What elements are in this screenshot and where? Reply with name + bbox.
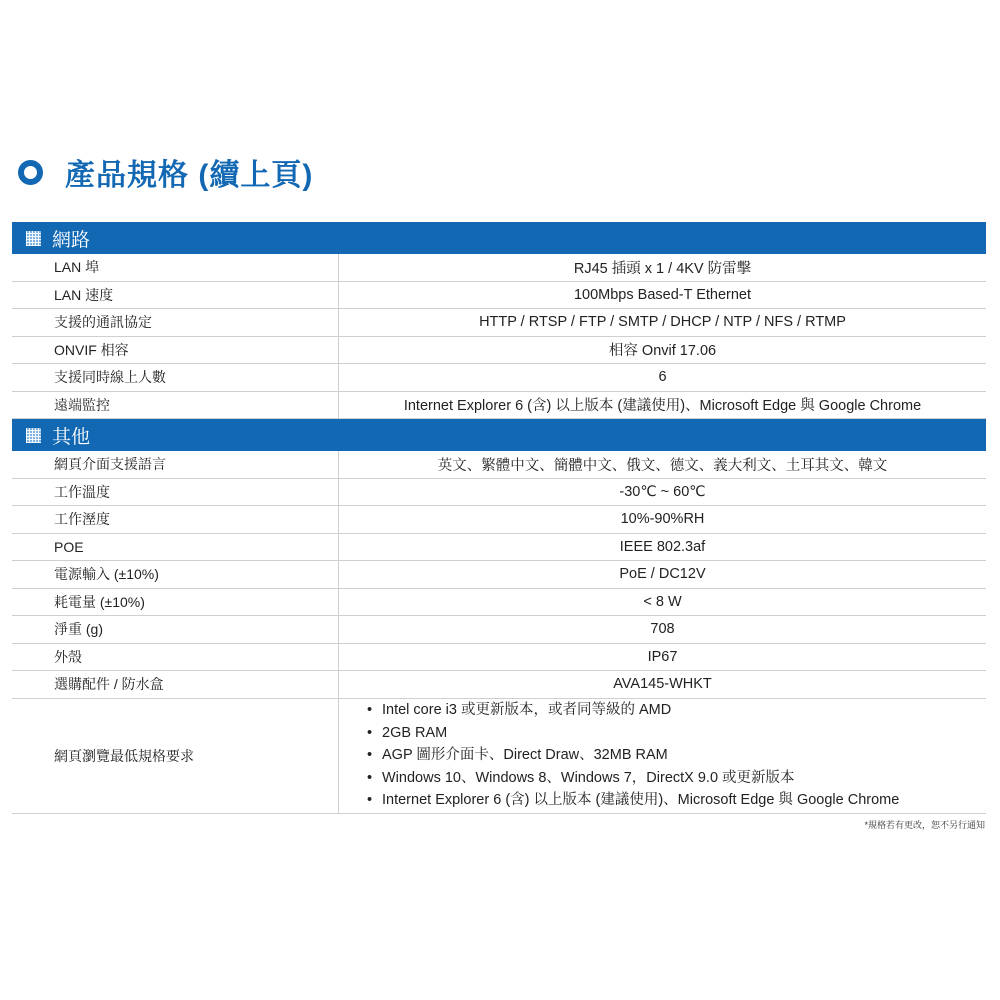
row-value: IEEE 802.3af [619,538,706,555]
page-title: 產品規格 (續上頁) [65,159,314,192]
row-value: AVA145-WHKT [613,676,712,693]
list-item: • Internet Explorer 6 (含) 以上版本 (建議使用)、Microsoft Edge 與 Google Chrome [367,789,899,812]
row-value: 100Mbps Based-T Ethernet [573,286,752,303]
page-title-block [18,150,313,194]
row-value: 英文、繁體中文、簡體中文、俄文、德文、義大利文、土耳其文、韓文 [437,457,888,474]
spec-table [12,222,986,814]
row-label: 淨重 (g) [12,616,339,643]
table-row [12,589,986,617]
table-row [12,561,986,589]
section-title: 網路 [52,229,91,251]
table-row [12,364,986,392]
row-value: HTTP / RTSP / FTP / SMTP / DHCP / NTP / NFS / RTMP [479,314,846,331]
table-row [12,451,986,479]
list-item: • Intel core i3 或更新版本，或者同等級的 AMD [367,699,899,722]
row-value: Internet Explorer 6 (含) 以上版本 (建議使用)、Microsoft Edge 與 Google Chrome [403,398,922,415]
row-label: 電源輸入 (±10%) [12,561,339,588]
row-label: ONVIF 相容 [12,337,339,364]
table-row [12,534,986,562]
table-row [12,392,986,420]
row-label: 工作溫度 [12,479,339,506]
table-row [12,616,986,644]
list-item: • 2GB RAM [367,722,899,745]
table-row [12,479,986,507]
table-row [12,282,986,310]
table-row-requirements [12,699,986,814]
row-value: IP67 [647,648,678,665]
row-label: 遠端監控 [12,392,339,419]
row-value: RJ45 插頭 x 1 / 4KV 防雷擊 [573,260,752,277]
row-label: 工作溼度 [12,506,339,533]
table-row [12,337,986,365]
table-row [12,671,986,699]
requirements-list [339,699,899,812]
row-label: 網頁介面支援語言 [12,451,339,478]
row-label: 支援同時線上人數 [12,364,339,391]
footnote: *規格若有更改，恕不另行通知 [864,820,985,830]
row-value: < 8 W [643,593,682,610]
row-value: 相容 Onvif 17.06 [608,343,717,360]
row-label: 支援的通訊協定 [12,309,339,336]
table-row [12,506,986,534]
section-title: 其他 [52,426,91,448]
list-item: • Windows 10、Windows 8、Windows 7，DirectX 9.0 或更新版本 [367,767,899,790]
row-value: PoE / DC12V [619,566,706,583]
row-value-list [339,699,986,813]
row-label: 選購配件 / 防水盒 [12,671,339,698]
row-label: 網頁瀏覽最低規格要求 [12,699,339,813]
row-value: -30℃ ~ 60℃ [619,483,706,500]
row-value: 10%-90%RH [620,511,705,528]
section-header-others [12,419,986,451]
table-row [12,644,986,672]
grid-square-icon [26,428,41,443]
row-label: LAN 速度 [12,282,339,309]
row-label: 外殼 [12,644,339,671]
section-header-network [12,222,986,254]
row-label: POE [12,534,339,561]
list-item: • AGP 圖形介面卡、Direct Draw、32MB RAM [367,744,899,767]
table-row [12,254,986,282]
row-label: LAN 埠 [12,254,339,281]
grid-square-icon [26,231,41,246]
row-value: 708 [650,621,675,638]
table-row [12,309,986,337]
bullet-circle-icon [18,160,43,185]
row-value: 6 [658,369,667,386]
row-label: 耗電量 (±10%) [12,589,339,616]
